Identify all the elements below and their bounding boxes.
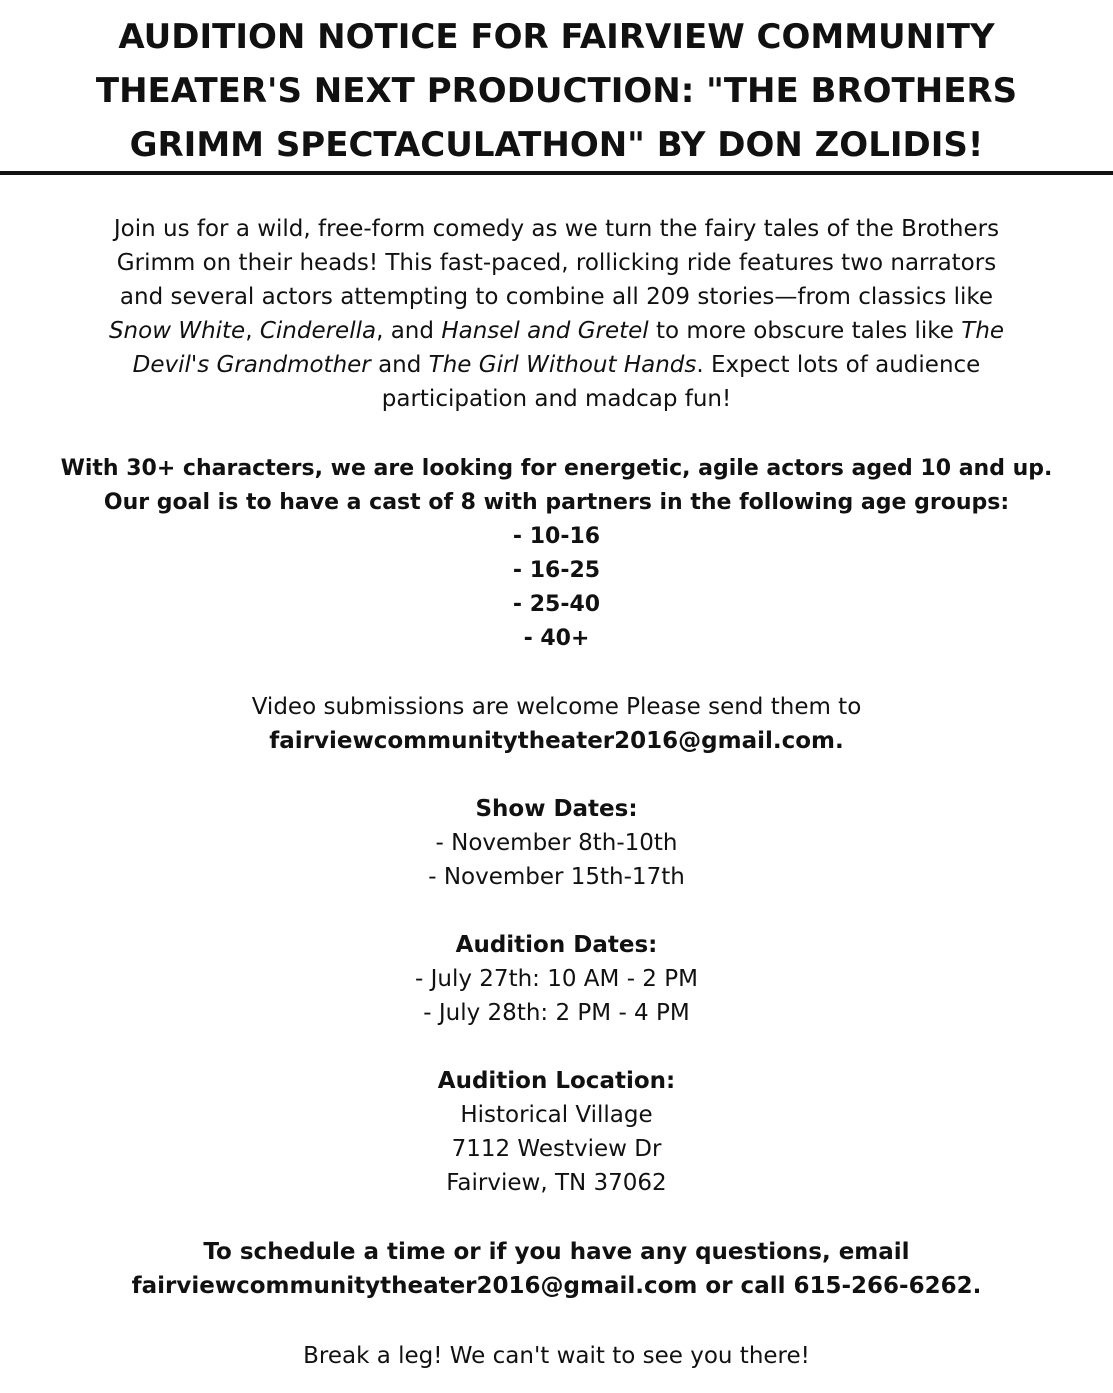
address-line: Fairview, TN 37062 xyxy=(446,1170,667,1196)
story-title: The Girl Without Hands xyxy=(428,352,697,378)
story-title: The xyxy=(961,318,1005,344)
show-date-item: - November 8th-10th xyxy=(435,830,678,856)
contact-line: To schedule a time or if you have any questions, email xyxy=(203,1239,910,1265)
casting-section xyxy=(0,452,1113,656)
story-title: Hansel and Gretel xyxy=(441,318,649,344)
audition-dates-heading: Audition Dates: xyxy=(455,932,658,958)
intro-text: and xyxy=(370,352,429,378)
intro-line: and several actors attempting to combine all 209 stories—from classics like xyxy=(119,284,994,310)
story-title: Devil's Grandmother xyxy=(132,352,371,378)
contact-line: fairviewcommunitytheater2016@gmail.com or call 615-266-6262. xyxy=(131,1273,982,1299)
closing-message: Break a leg! We can't wait to see you there! xyxy=(303,1343,810,1369)
show-dates-section xyxy=(0,792,1113,894)
video-submission-section xyxy=(0,690,1113,758)
address-line: 7112 Westview Dr xyxy=(451,1136,662,1162)
audition-location-heading: Audition Location: xyxy=(437,1068,676,1094)
story-title: Cinderella xyxy=(259,318,377,344)
intro-line xyxy=(0,314,1113,348)
show-date-item: - November 15th-17th xyxy=(428,864,685,890)
intro-line xyxy=(0,348,1113,382)
intro-paragraph xyxy=(0,212,1113,416)
intro-text: to more obscure tales like xyxy=(648,318,962,344)
submission-email: fairviewcommunitytheater2016@gmail.com. xyxy=(269,728,844,754)
address-line: Historical Village xyxy=(460,1102,653,1128)
intro-line: Join us for a wild, free-form comedy as we turn the fairy tales of the Brothers xyxy=(113,216,1000,242)
title-divider xyxy=(0,171,1113,175)
audition-dates-section xyxy=(0,928,1113,1030)
casting-line: With 30+ characters, we are looking for energetic, agile actors aged 10 and up. xyxy=(60,456,1053,481)
audition-date-item: - July 27th: 10 AM - 2 PM xyxy=(415,966,698,992)
title-line: AUDITION NOTICE FOR FAIRVIEW COMMUNITY xyxy=(118,17,995,57)
casting-line: Our goal is to have a cast of 8 with partners in the following age groups: xyxy=(103,490,1010,515)
video-submission-text: Video submissions are welcome Please send them to xyxy=(251,694,862,720)
age-group-item: - 40+ xyxy=(523,626,590,651)
audition-date-item: - July 28th: 2 PM - 4 PM xyxy=(423,1000,690,1026)
age-group-item: - 16-25 xyxy=(512,558,601,583)
intro-text: , and xyxy=(376,318,442,344)
intro-text: . Expect lots of audience xyxy=(696,352,981,378)
title-line: GRIMM SPECTACULATHON" BY DON ZOLIDIS! xyxy=(129,125,984,165)
intro-text: , xyxy=(245,318,260,344)
title-line: THEATER'S NEXT PRODUCTION: "THE BROTHERS xyxy=(95,71,1018,111)
show-dates-heading: Show Dates: xyxy=(475,796,638,822)
age-group-item: - 25-40 xyxy=(512,592,601,617)
page-title xyxy=(0,10,1113,172)
audition-location-section xyxy=(0,1064,1113,1200)
intro-line: Grimm on their heads! This fast-paced, rollicking ride features two narrators xyxy=(116,250,997,276)
intro-line: participation and madcap fun! xyxy=(381,386,732,412)
contact-section xyxy=(0,1235,1113,1303)
story-title: Snow White xyxy=(108,318,246,344)
age-group-item: - 10-16 xyxy=(512,524,601,549)
